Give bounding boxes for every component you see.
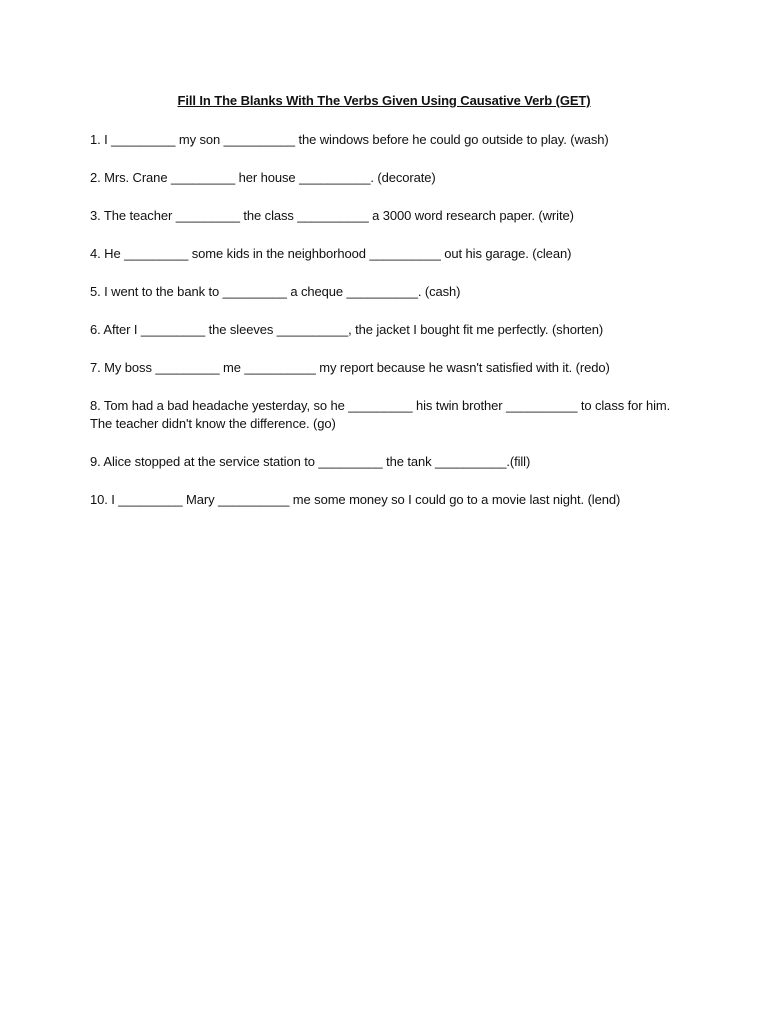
exercise-item-2: 2. Mrs. Crane _________ her house __________. (decorate) bbox=[90, 170, 436, 185]
exercise-item-5: 5. I went to the bank to _________ a cheque __________. (cash) bbox=[90, 284, 461, 299]
exercise-item-3: 3. The teacher _________ the class __________ a 3000 word research paper. (write) bbox=[90, 208, 574, 223]
worksheet-title: Fill In The Blanks With The Verbs Given Using Causative Verb (GET) bbox=[177, 93, 591, 108]
exercise-item-10: 10. I _________ Mary __________ me some money so I could go to a movie last night. (lend) bbox=[90, 492, 621, 507]
exercise-item-7: 7. My boss _________ me __________ my report because he wasn't satisfied with it. (redo) bbox=[90, 360, 610, 375]
exercise-list bbox=[90, 131, 690, 529]
exercise-item-1: 1. I _________ my son __________ the windows before he could go outside to play. (wash) bbox=[90, 132, 609, 147]
exercise-item-6: 6. After I _________ the sleeves __________, the jacket I bought fit me perfectly. (shorten) bbox=[90, 322, 604, 337]
exercise-item-4: 4. He _________ some kids in the neighborhood __________ out his garage. (clean) bbox=[90, 246, 572, 261]
exercise-item-8: 8. Tom had a bad headache yesterday, so he _________ his twin brother __________ to class for him. The teacher didn't know the difference. (go) bbox=[90, 398, 671, 431]
exercise-item-9: 9. Alice stopped at the service station to _________ the tank __________.(fill) bbox=[90, 454, 531, 469]
